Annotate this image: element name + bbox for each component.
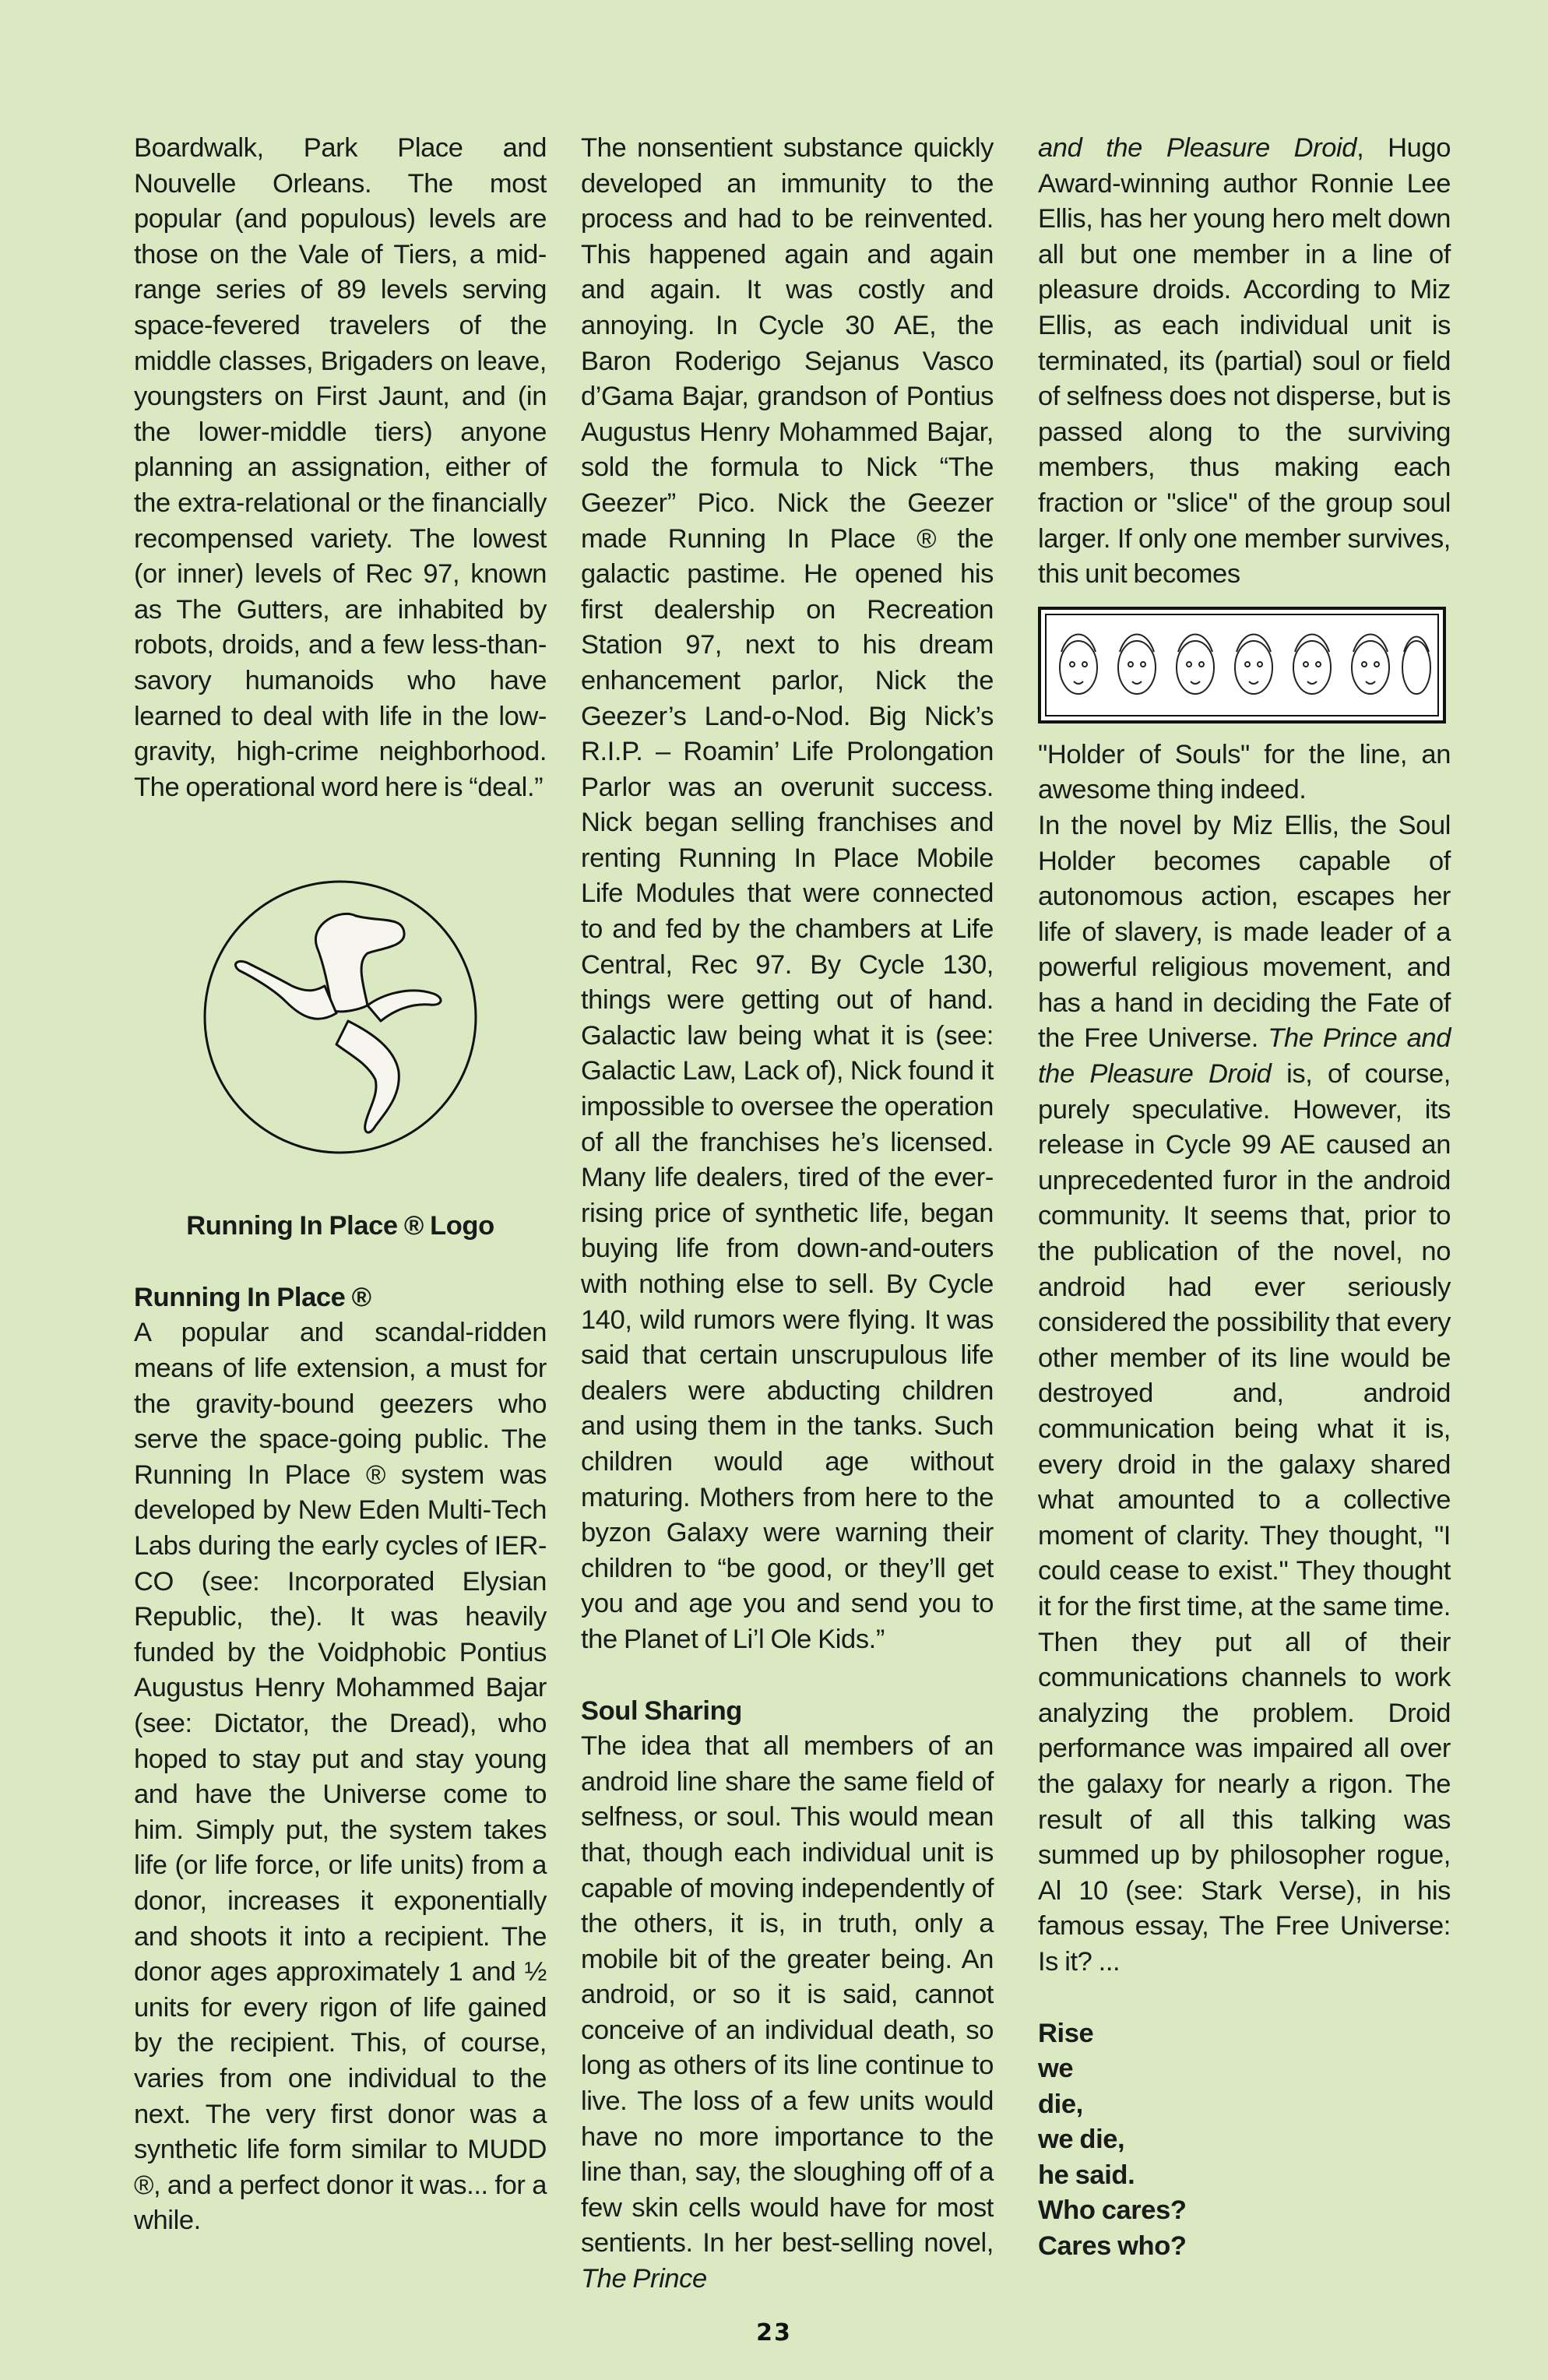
col3-paragraph-3-italic: The Prince and the Pleasure Droid xyxy=(1038,1023,1451,1090)
droid-faces-illustration-icon xyxy=(1038,607,1446,724)
poem-line: Rise xyxy=(1038,2018,1094,2048)
col2-paragraph-2 xyxy=(581,1729,994,2297)
col1-paragraph-1: Boardwalk, Park Place and Nouvelle Orleans. The most popular (and populous) levels are those on the Vale of Tiers, a mid-range series of 89 levels serving space-fevered travelers of the middle classes, Brigaders on leave, youngsters on First Jaunt, and (in the lower-middle tiers) anyone planning an assignation, either of the extra-relational or the financially recompensed variety. The lowest (or inner) levels of Rec 97, known as The Gutters, are inhabited by robots, droids, and a few less-than-savory humanoids who have learned to deal with life in the low-gravity, high-crime neighborhood. The operational word here is “deal.” xyxy=(134,133,547,802)
column-3 xyxy=(1038,131,1451,2265)
poem-line: Who cares? xyxy=(1038,2195,1187,2226)
poem-line: he said. xyxy=(1038,2160,1135,2190)
col3-paragraph-2: "Holder of Souls" for the line, an awesome thing indeed. xyxy=(1038,739,1451,805)
col2-paragraph-1: The nonsentient substance quickly developed an immunity to the process and had to be reinvented. This happened again and again and again. It was costly and annoying. In Cycle 30 AE, the Baron Roderigo Sejanus Vasco d’Gama Bajar, grandson of Pontius Augustus Henry Mohammed Bajar, sold the formula to Nick “The Geezer” Pico. Nick the Geezer made Running In Place ® the galactic pastime. He opened his first dealership on Recreation Station 97, next to his dream enhancement parlor, Nick the Geezer’s Land-o-Nod. Big Nick’s R.I.P. – Roamin’ Life Prolongation Parlor was an overunit success. Nick began selling franchises and renting Running In Place Mobile Life Modules that were connected to and fed by the chambers at Life Central, Rec 97. By Cycle 130, things were getting out of hand. Galactic law being what it is (see: Galactic Law, Lack of), Nick found it impossible to oversee the operation of all the franchises he’s licensed. Many life dealers, tired of the ever-rising price of synthetic life, began buying life from down-and-outers with nothing else to sell. By Cycle 140, wild rumors were flying. It was said that certain unscrupulous life dealers were abducting children and using them in the tanks. Such children would age without maturing. Mothers from here to the byzon Galaxy were warning their children to “be good, or they’ll get you and age you and send you to the Planet of Li’l Ole Kids.” xyxy=(581,133,994,1654)
col3-paragraph-3-text-b: is, of course, purely speculative. However, its release in Cycle 99 AE caused an unprecedented furor in the android community. It seems that, prior to the publication of the novel, no android had ever seriously considered the possibility that every other member of its line would be destroyed and, android communication being what it is, every droid in the galaxy shared what amounted to a collective moment of clarity. They thought, "I could cease to exist." They thought it for the first time, at the same time. Then they put all of their communications channels to work analyzing the problem. Droid performance was impaired all over the galaxy for nearly a rigon. The result of all this talking was summed up by philosopher rogue, Al 10 (see: Stark Verse), in his famous essay, The Free Universe: Is it? ... xyxy=(1038,1059,1451,1977)
poem-line: we die, xyxy=(1038,2125,1125,2155)
col3-paragraph-1-italic: and the Pleasure Droid xyxy=(1038,133,1357,163)
logo-caption: Running In Place ® Logo xyxy=(186,1211,494,1241)
col2-paragraph-2-text: The idea that all members of an android line share the same field of selfness, or soul. This would mean that, though each individual unit is capable of moving independently of the others, it is, in truth, only a mobile bit of the greater being. An android, or so it is said, cannot conceive of an individual death, so long as others of its line continue to live. The loss of a few units would have no more importance to the line than, say, the sloughing off of a few skin cells would have for most sentients. In her best-selling novel, xyxy=(581,1731,994,2259)
col3-paragraph-1-text: , Hugo Award-winning author Ronnie Lee Ellis, has her young hero melt down all but one member in a line of pleasure droids. According to Miz Ellis, as each individual unit is terminated, its (partial) soul or field of selfness does not disperse, but is passed along to the surviving members, thus making each fraction or "slice" of the group soul larger. If only one member survives, this unit becomes xyxy=(1038,133,1451,590)
heading-running-in-place: Running In Place ® xyxy=(134,1282,371,1312)
column-1 xyxy=(134,131,547,2239)
page-number: 23 xyxy=(756,2319,792,2347)
col1-paragraph-2: A popular and scandal-ridden means of life extension, a must for the gravity-bound geezers who serve the space-going public. The Running In Place ® system was developed by New Eden Multi-Tech Labs during the early cycles of IER-CO (see: Incorporated Elysian Republic, the). It was heavily funded by the Voidphobic Pontius Augustus Henry Mohammed Bajar (see: Dictator, the Dread), who hoped to stay put and stay young and have the Universe come to him. Simply put, the system takes life (or life force, or life units) from a donor, increases it exponentially and shoots it into a recipient. The donor ages approximately 1 and ½ units for every rigon of life gained by the recipient. This, of course, varies from one individual to the next. The very first donor was a synthetic life form similar to MUDD ®, and a perfect donor it was... for a while. xyxy=(134,1318,547,2236)
poem-line: Cares who? xyxy=(1038,2231,1187,2262)
col3-paragraph-3-text-a: In the novel by Miz Ellis, the Soul Holder becomes capable of autonomous action, escapes her life of slavery, is made leader of a powerful religious movement, and has a hand in deciding the Fate of the Free Universe. xyxy=(1038,810,1451,1054)
running-in-place-logo-icon xyxy=(200,861,480,1173)
heading-soul-sharing: Soul Sharing xyxy=(581,1695,742,1726)
col3-paragraph-3 xyxy=(1038,808,1451,1980)
poem-line: we xyxy=(1038,2054,1074,2084)
col3-paragraph-1 xyxy=(1038,131,1451,593)
column-2 xyxy=(581,131,994,2297)
poem-line: die, xyxy=(1038,2089,1083,2119)
poem xyxy=(1038,2016,1451,2265)
col2-paragraph-2-italic: The Prince xyxy=(581,2264,707,2294)
